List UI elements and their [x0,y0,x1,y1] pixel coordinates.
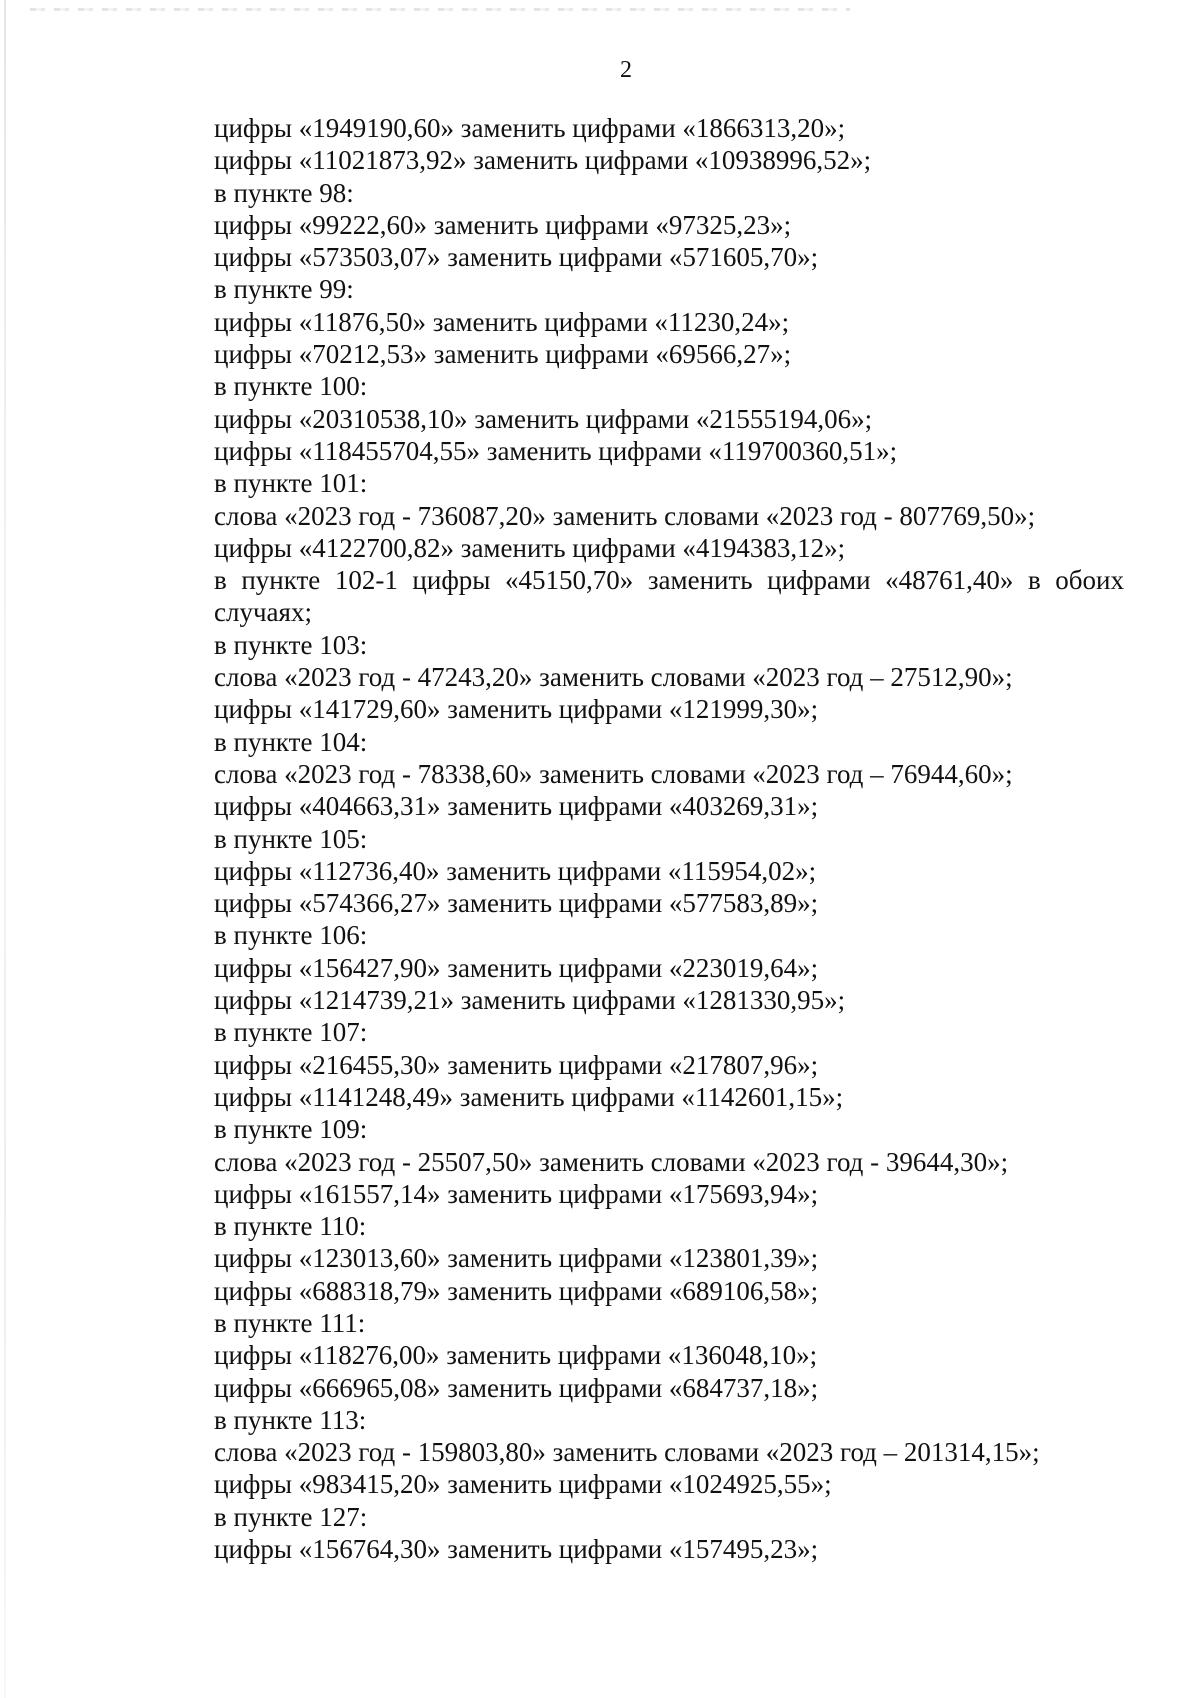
section-heading: в пункте 104: [214,726,368,757]
section-heading: в пункте 106: [214,920,368,951]
text-line: цифры «118455704,55» заменить цифрами «119700360,51»; [214,435,898,466]
section-heading: в пункте 100: [214,371,368,402]
text-line: цифры «112736,40» заменить цифрами «115954,02»; [214,855,817,886]
section-heading: в пункте 101: [214,468,368,499]
section-heading: в пункте 110: [214,1211,367,1242]
section-heading: в пункте 105: [214,823,368,854]
section-heading: в пункте 111: [214,1307,366,1338]
text-line: цифры «1141248,49» заменить цифрами «1142601,15»; [214,1081,844,1112]
section-heading: в пункте 107: [214,1017,368,1048]
text-line: цифры «1214739,21» заменить цифрами «1281330,95»; [214,985,846,1016]
text-line: цифры «11876,50» заменить цифрами «11230,24»; [214,306,790,337]
text-line: цифры «118276,00» заменить цифрами «136048,10»; [214,1340,818,1371]
section-heading: в пункте 103: [214,629,368,660]
text-line: цифры «161557,14» заменить цифрами «175693,94»; [214,1178,819,1209]
scan-edge-top [30,8,850,11]
page-number: 2 [620,57,632,83]
scan-edge-left [4,0,6,1698]
text-line: цифры «20310538,10» заменить цифрами «21555194,06»; [214,403,873,434]
text-line: слова «2023 год - 736087,20» заменить словами «2023 год - 807769,50»; [214,500,1036,531]
text-line: цифры «141729,60» заменить цифрами «121999,30»; [214,694,819,725]
text-line: слова «2023 год - 159803,80» заменить словами «2023 год – 201314,15»; [214,1437,1040,1468]
text-line: цифры «11021873,92» заменить цифрами «10938996,52»; [214,145,872,176]
text-line: цифры «404663,31» заменить цифрами «403269,31»; [214,791,819,822]
text-line: цифры «983415,20» заменить цифрами «1024925,55»; [214,1469,832,1500]
section-heading: в пункте 127: [214,1501,368,1532]
text-line: цифры «1949190,60» заменить цифрами «1866313,20»; [214,113,846,143]
section-heading: в пункте 113: [214,1404,367,1435]
text-line: слова «2023 год - 47243,20» заменить словами «2023 год – 27512,90»; [214,662,1013,693]
text-line: цифры «70212,53» заменить цифрами «69566,27»; [214,339,792,370]
text-line: цифры «573503,07» заменить цифрами «571605,70»; [214,242,819,273]
section-heading: в пункте 99: [214,274,354,305]
section-heading: в пункте 98: [214,177,354,208]
text-line: цифры «123013,60» заменить цифрами «123801,39»; [214,1243,819,1274]
section-heading: в пункте 109: [214,1114,368,1145]
text-line: цифры «156427,90» заменить цифрами «223019,64»; [214,952,819,983]
text-line: слова «2023 год - 25507,50» заменить словами «2023 год - 39644,30»; [214,1146,1009,1177]
text-line: цифры «574366,27» заменить цифрами «577583,89»; [214,888,819,919]
text-line: цифры «156764,30» заменить цифрами «157495,23»; [214,1534,819,1565]
text-line: слова «2023 год - 78338,60» заменить словами «2023 год – 76944,60»; [214,758,1013,789]
text-line: цифры «216455,30» заменить цифрами «217807,96»; [214,1049,819,1080]
text-paragraph: в пункте 102-1 цифры «45150,70» заменить цифрами «48761,40» в обоих случаях; [214,565,1124,628]
text-line: цифры «688318,79» заменить цифрами «689106,58»; [214,1275,819,1306]
text-line: цифры «4122700,82» заменить цифрами «4194383,12»; [214,532,846,563]
text-line: цифры «99222,60» заменить цифрами «97325,23»; [214,209,792,240]
document-body [144,112,1124,1565]
text-line: цифры «666965,08» заменить цифрами «684737,18»; [214,1372,819,1403]
